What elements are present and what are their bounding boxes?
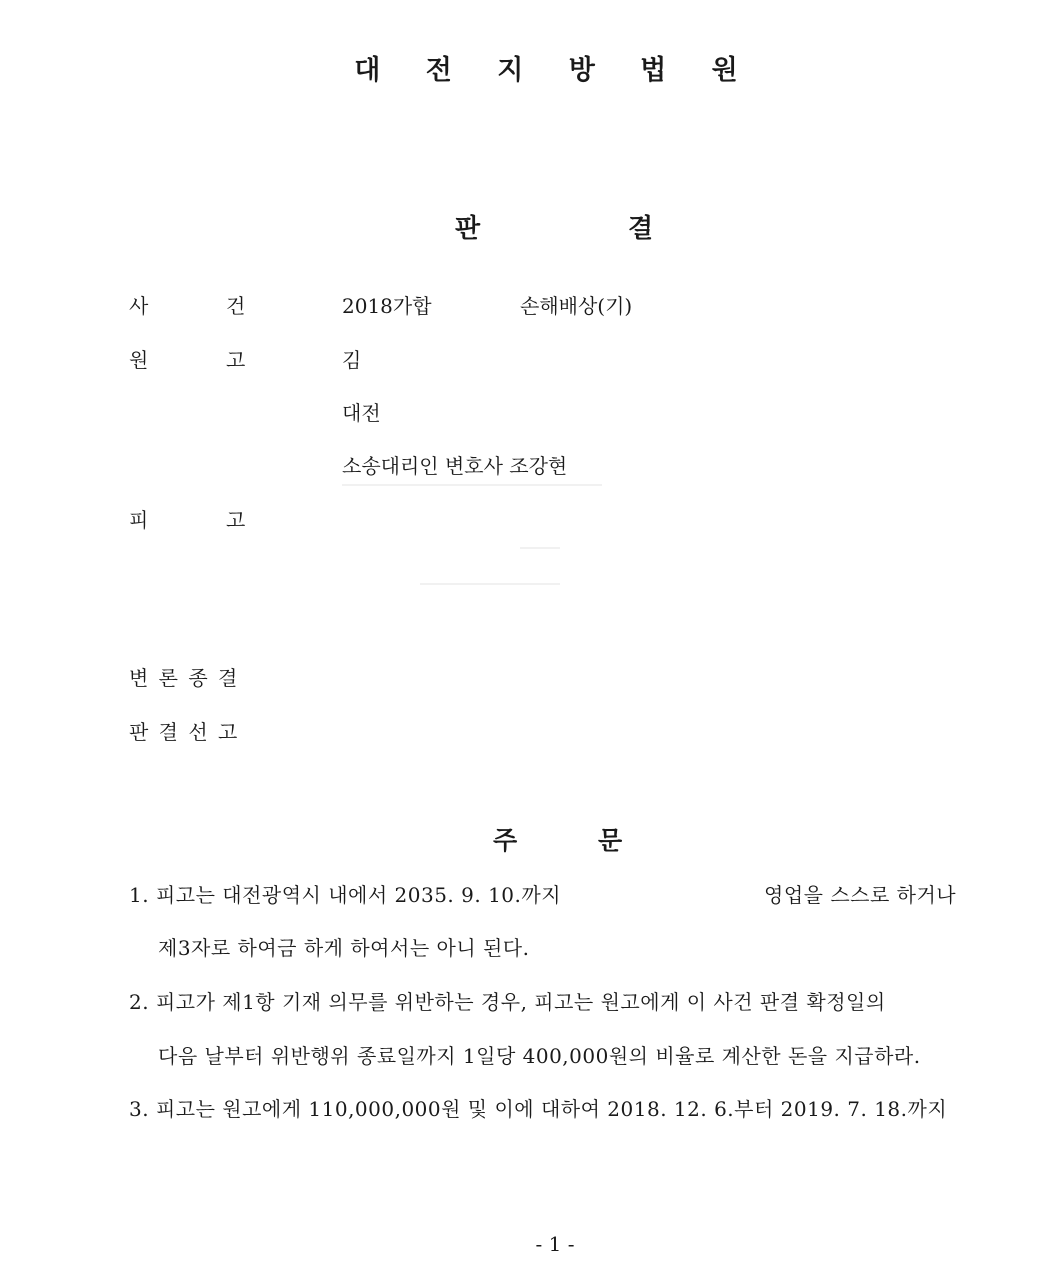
order-item-2-line-2: 다음 날부터 위반행위 종료일까지 1일당 400,000원의 비율로 계산한 돈을 지급하라. — [158, 1044, 921, 1068]
defendant-label-1: 피 — [129, 508, 149, 532]
page-number: - 1 - — [535, 1232, 575, 1256]
judgment-date-label: 판 결 선 고 — [129, 720, 240, 744]
order-item-1-line-1-left: 1. 피고는 대전광역시 내에서 2035. 9. 10.까지 — [129, 883, 562, 907]
order-item-1-line-1-right: 영업을 스스로 하거나 — [764, 883, 957, 907]
plaintiff-label-1: 원 — [129, 348, 149, 372]
order-item-1-line-2: 제3자로 하여금 하게 하여서는 아니 된다. — [158, 936, 530, 960]
argument-closed-label: 변 론 종 결 — [129, 666, 240, 690]
order-title-char-1: 주 — [493, 826, 518, 855]
case-name: 손해배상(기) — [520, 294, 633, 318]
case-label-2: 건 — [226, 294, 246, 318]
case-label-1: 사 — [129, 294, 149, 318]
plaintiff-representative: 소송대리인 변호사 조강현 — [342, 454, 568, 478]
order-title-char-2: 문 — [598, 826, 623, 855]
defendant-label-2: 고 — [226, 508, 246, 532]
redaction-remnant — [520, 547, 560, 549]
plaintiff-name: 김 — [342, 348, 362, 372]
plaintiff-address: 대전 — [342, 401, 381, 425]
redaction-remnant — [342, 484, 602, 486]
order-item-3-line-1: 3. 피고는 원고에게 110,000,000원 및 이에 대하여 2018. 12. 6.부터 2019. 7. 18.까지 — [129, 1097, 948, 1121]
document-title-char-2: 결 — [628, 214, 654, 244]
document-title-char-1: 판 — [455, 214, 481, 244]
case-number: 2018가합 — [342, 294, 432, 318]
redaction-remnant — [420, 583, 560, 585]
plaintiff-label-2: 고 — [226, 348, 246, 372]
order-item-2-line-1: 2. 피고가 제1항 기재 의무를 위반하는 경우, 피고는 원고에게 이 사건 판결 확정일의 — [129, 990, 886, 1014]
court-name: 대 전 지 방 법 원 — [354, 55, 756, 86]
